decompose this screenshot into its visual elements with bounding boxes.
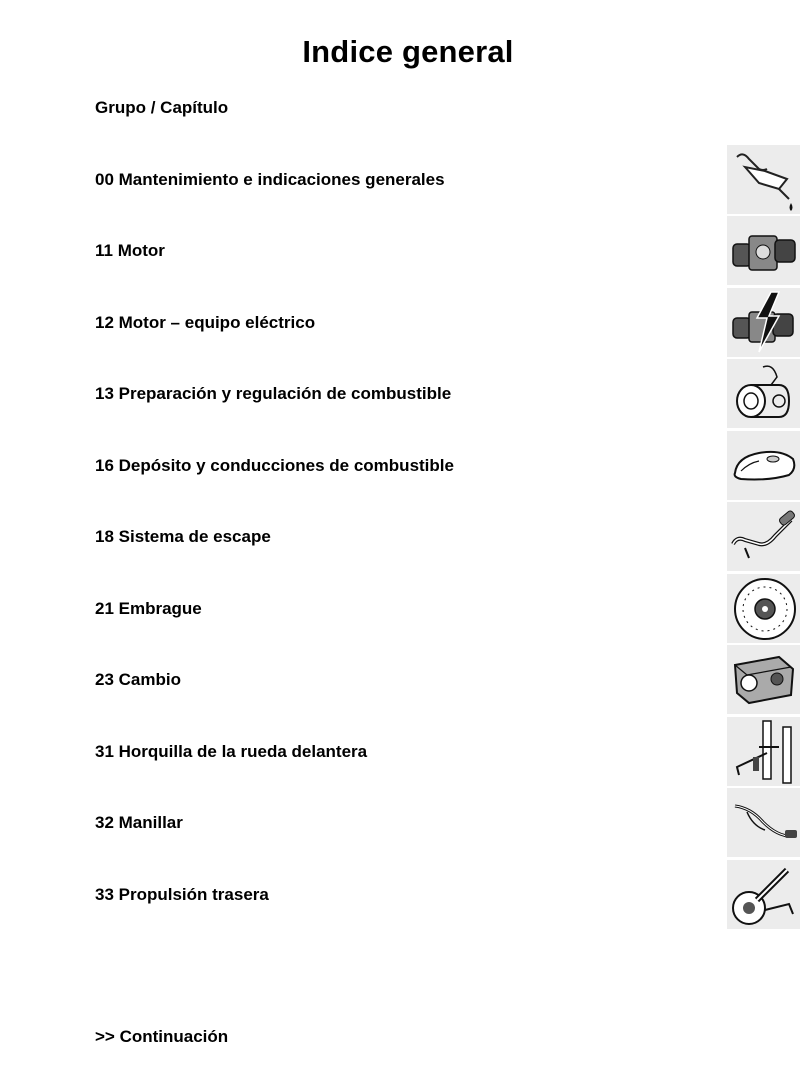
- oil-can-icon[interactable]: [727, 145, 800, 215]
- clutch-disc-icon[interactable]: [727, 574, 800, 644]
- chapter-23-link[interactable]: 23 Cambio: [95, 670, 181, 689]
- gearbox-icon[interactable]: [727, 645, 800, 715]
- continue-link[interactable]: >> Continuación: [95, 1027, 229, 1046]
- fuel-tank-icon[interactable]: [727, 431, 800, 501]
- chapter-13-link[interactable]: 13 Preparación y regulación de combustible: [95, 384, 452, 403]
- exhaust-icon[interactable]: [727, 502, 800, 572]
- chapter-12-link[interactable]: 12 Motor – equipo eléctrico: [95, 313, 316, 332]
- engine-icon[interactable]: [727, 216, 800, 286]
- chapter-11-link[interactable]: 11 Motor: [95, 241, 165, 260]
- chapter-18-link[interactable]: 18 Sistema de escape: [95, 527, 271, 546]
- handlebar-icon[interactable]: [727, 788, 800, 858]
- front-fork-icon[interactable]: [727, 717, 800, 787]
- chapter-16-link[interactable]: 16 Depósito y conducciones de combustible: [95, 456, 454, 475]
- rear-drive-icon[interactable]: [727, 860, 800, 930]
- page-title: Indice general: [302, 34, 514, 69]
- section-subtitle: Grupo / Capítulo: [95, 98, 229, 117]
- chapter-31-link[interactable]: 31 Horquilla de la rueda delantera: [95, 742, 368, 761]
- chapter-00-link[interactable]: 00 Mantenimiento e indicaciones generales: [95, 170, 445, 189]
- chapter-21-link[interactable]: 21 Embrague: [95, 599, 202, 618]
- chapter-33-link[interactable]: 33 Propulsión trasera: [95, 885, 269, 904]
- throttle-body-icon[interactable]: [727, 359, 800, 429]
- chapter-32-link[interactable]: 32 Manillar: [95, 813, 183, 832]
- engine-electrical-icon[interactable]: [727, 288, 800, 358]
